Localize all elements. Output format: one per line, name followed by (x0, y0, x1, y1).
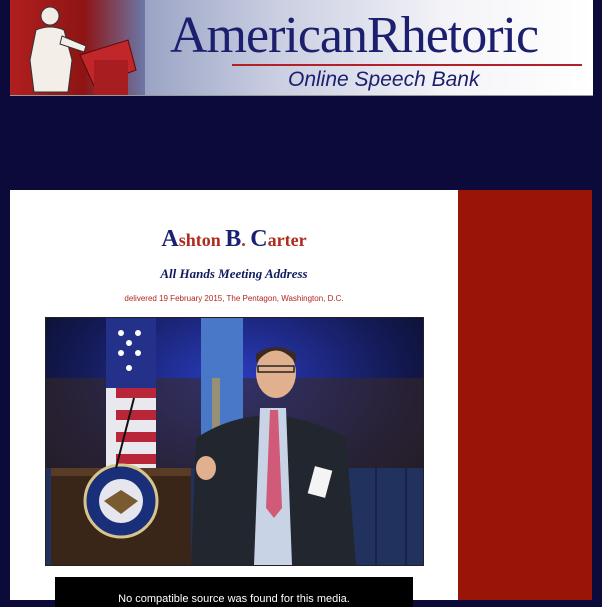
site-logo-title: AmericanRhetoric (170, 7, 539, 64)
speech-title: All Hands Meeting Address (160, 266, 308, 281)
speaker-photo-graphic (46, 318, 423, 565)
orator-icon (10, 0, 145, 95)
site-banner[interactable] (10, 0, 593, 96)
speaker-name-part: B (225, 226, 242, 252)
media-player[interactable] (55, 577, 413, 607)
orator-illustration (10, 0, 145, 95)
logo-underline (232, 64, 582, 66)
main-content (10, 190, 458, 605)
speaker-name-part: . (241, 230, 251, 250)
speaker-photo (45, 317, 424, 566)
speaker-name (10, 226, 458, 253)
speaker-name-part: shton (178, 230, 226, 250)
right-sidebar (458, 190, 592, 600)
site-logo-subtitle: Online Speech Bank (288, 68, 480, 91)
speaker-name-part: A (161, 226, 179, 252)
delivery-info: delivered 19 February 2015, The Pentagon, Washington, D.C. (124, 294, 344, 303)
speaker-name-part: C (250, 226, 268, 252)
us-flag-icon (106, 318, 156, 468)
media-error-message: No compatible source was found for this media. (118, 593, 350, 605)
speaker-name-part: arter (267, 230, 307, 250)
department-of-defense-seal-icon (85, 465, 157, 537)
